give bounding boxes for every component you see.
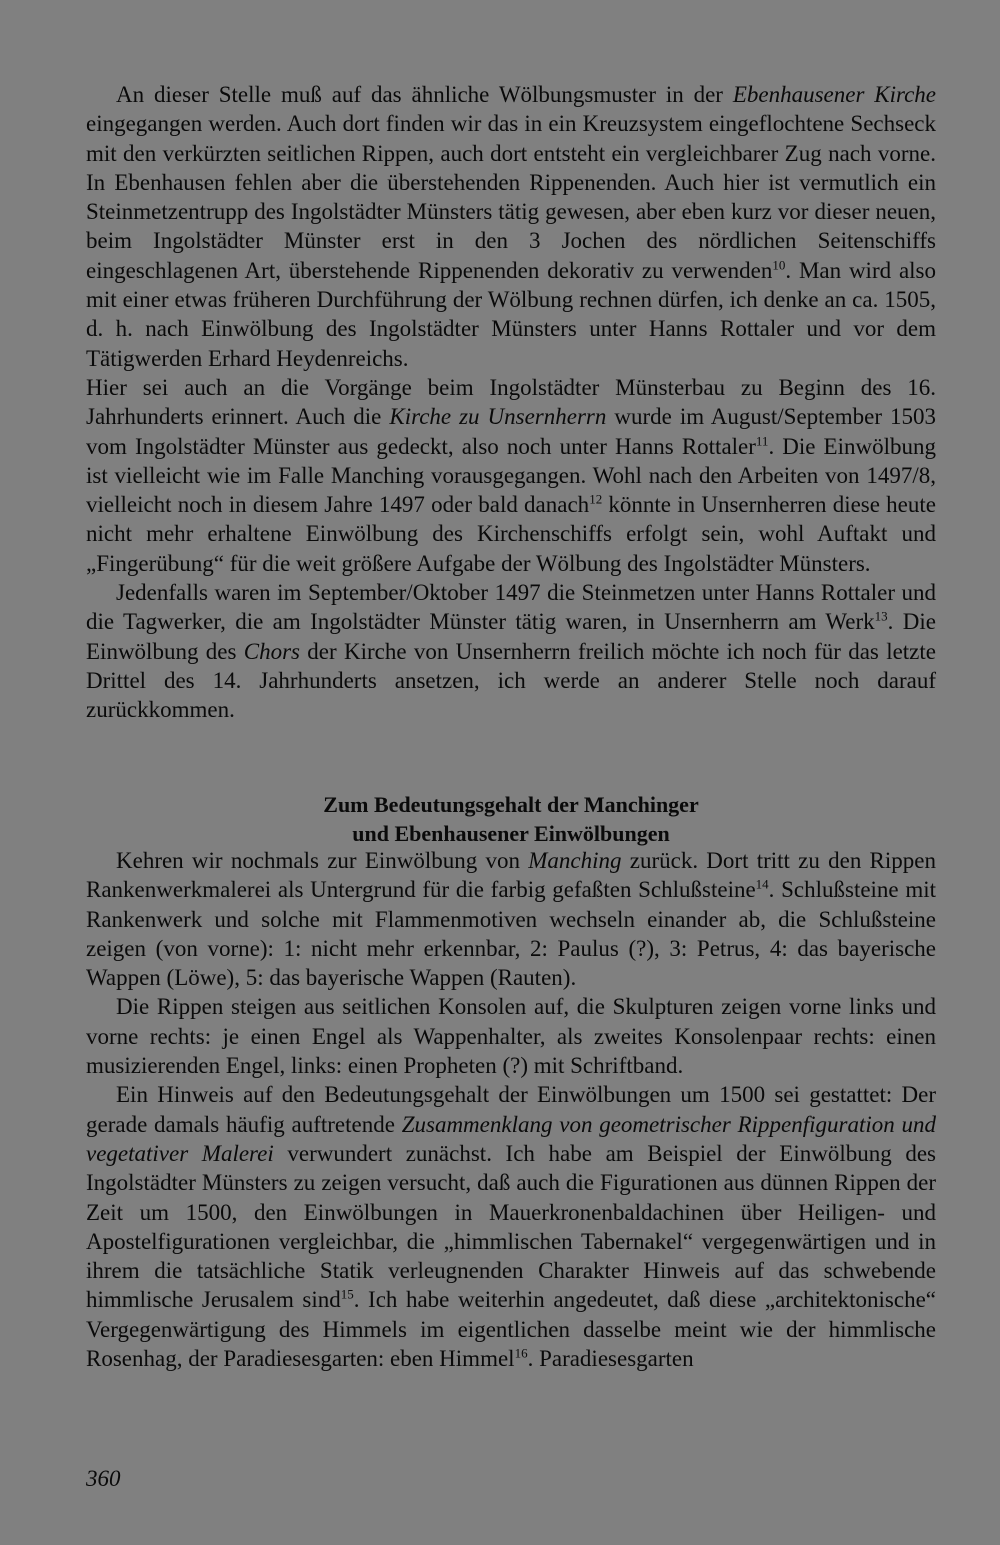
text-block-lower: [86, 846, 936, 1373]
text-run: Ein Hinweis auf den Bedeutungsgehalt der Einwölbungen um 1500 sei gestattet: Der gerade damals häufig auftretende: [86, 1082, 936, 1137]
footnote-marker: 12: [589, 491, 603, 507]
text-run: . Schlußsteine mit Rankenwerk und solche mit Flammenmotiven wechseln einander ab, die Schlußsteine zeigen (von vorne): 1: nicht mehr erkennbar, 2: Paulus (?), 3: Petrus, 4: das bayerische Wappen (Löwe), 5: das bayerische Wappen (Rauten).: [86, 877, 936, 991]
footnote-marker: 10: [772, 257, 786, 273]
text-run: . Paradiesesgarten: [527, 1346, 694, 1372]
text-run: der Kirche von Unsernherrn freilich möchte ich noch für das letzte Drittel des 14. Jahrhunderts ansetzen, ich werde an anderer Stelle noch darauf zurückkommen.: [86, 638, 936, 723]
italic-text: Ebenhausener Kirche: [732, 82, 936, 107]
text-run: Hier sei auch an die Vorgänge beim Ingolstädter Münsterbau zu Beginn des 16. Jahrhunderts erinnert. Auch die: [86, 374, 936, 430]
text-run: eingegangen werden. Auch dort finden wir das in ein Kreuzsystem eingeflochtene Sechseck mit den verkürzten seitlichen Rippen, auch dort entsteht ein vergleichbarer Zug nach vorne. In Ebenhausen fehlen aber die überstehenden Rippenenden. Auch hier ist vermutlich ein Steinmetzentrupp des Ingolstädter Münsters tätig gewesen, aber eben kurz vor dieser neuen, beim Ingolstädter Münster erst in den 3 Jochen des nördlichen Seitenschiffs eingeschlagenen Art, überstehende Rippenenden dekorativ zu verwenden: [86, 111, 936, 283]
paragraph: [86, 992, 936, 1080]
text-block-upper: [86, 80, 936, 725]
section-heading: [86, 790, 936, 848]
footnote-marker: 15: [340, 1286, 354, 1302]
text-run: . Ich habe weiterhin angedeutet, daß diese „architektonische“ Vergegenwärtigung des Himmels im eigentlichen dasselbe meint wie der himmlische Rosenhag, der Paradiesesgarten: eben Himmel: [86, 1287, 936, 1372]
paragraph: [86, 373, 936, 578]
section-heading-line: und Ebenhausener Einwölbungen: [352, 821, 670, 846]
text-run: verwundert zunächst. Ich habe am Beispiel der Einwölbung des Ingolstädter Münsters zu zeigen versucht, daß auch die Figurationen aus dünnen Rippen der Zeit um 1500, den Einwölbungen in Mauerkronenbaldachinen über Heiligen- und Apostelfigurationen vergleichbar, die „himmlischen Tabernakel“ vergegenwärtigen und in ihrem die tatsächliche Statik verleugnenden Charakter Hinweis auf das schwebende himmlische Jerusalem sind: [86, 1140, 936, 1313]
footnote-marker: 13: [874, 608, 888, 624]
text-run: An dieser Stelle muß auf das ähnliche Wölbungsmuster in der: [116, 82, 733, 107]
paragraph: [86, 80, 936, 373]
footnote-marker: 14: [755, 876, 769, 892]
italic-text: Chors: [243, 638, 300, 664]
italic-text: Manching: [528, 848, 622, 873]
page-number: 360: [86, 1466, 121, 1491]
text-run: . Die Einwölbung des: [86, 609, 936, 664]
text-run: zurück. Dort tritt zu den Rippen Rankenwerkmalerei als Untergrund für die farbig gefaßten Schlußsteine: [86, 848, 936, 903]
italic-text: Zusammenklang von geometrischer Rippenfiguration und vegetativer Malerei: [86, 1111, 936, 1166]
paragraph: [86, 846, 936, 992]
text-run: . Die Einwölbung ist vielleicht wie im Falle Manching vorausgegangen. Wohl nach den Arbeiten von 1497/8, vielleicht noch in diesem Jahre 1497 oder bald danach: [86, 433, 936, 518]
italic-text: Kirche zu Unsernherrn: [389, 404, 607, 430]
paragraph: [86, 578, 936, 724]
text-run: wurde im August/September 1503 vom Ingolstädter Münster aus gedeckt, also noch unter Hanns Rottaler: [86, 404, 936, 459]
footnote-marker: 16: [514, 1345, 528, 1361]
section-heading-line: Zum Bedeutungsgehalt der Manchinger: [323, 792, 699, 817]
text-run: Jedenfalls waren im September/Oktober 1497 die Steinmetzen unter Hanns Rottaler und die Tagwerker, die am Ingolstädter Münster tätig waren, in Unsernherrn am Werk: [86, 580, 936, 635]
paragraph: [86, 1080, 936, 1373]
text-run: Kehren wir nochmals zur Einwölbung von: [116, 848, 529, 873]
footnote-marker: 11: [755, 432, 769, 448]
text-run: Die Rippen steigen aus seitlichen Konsolen auf, die Skulpturen zeigen vorne links und vorne rechts: je einen Engel als Wappenhalter, als zweites Konsolenpaar rechts: einen musizierenden Engel, links: einen Propheten (?) mit Schriftband.: [86, 994, 936, 1079]
text-run: . Man wird also mit einer etwas früheren Durchführung der Wölbung rechnen dürfen, ich denke an ca. 1505, d. h. nach Einwölbung des Ingolstädter Münsters unter Hanns Rottaler und vor dem Tätigwerden Erhard Heydenreichs.: [86, 257, 936, 371]
text-run: könnte in Unsernherren diese heute nicht mehr erhaltene Einwölbung des Kirchenschiffs erfolgt sein, wohl Auftakt und „Fingerübung“ für die weit größere Aufgabe der Wölbung des Ingolstädter Münsters.: [86, 492, 936, 576]
